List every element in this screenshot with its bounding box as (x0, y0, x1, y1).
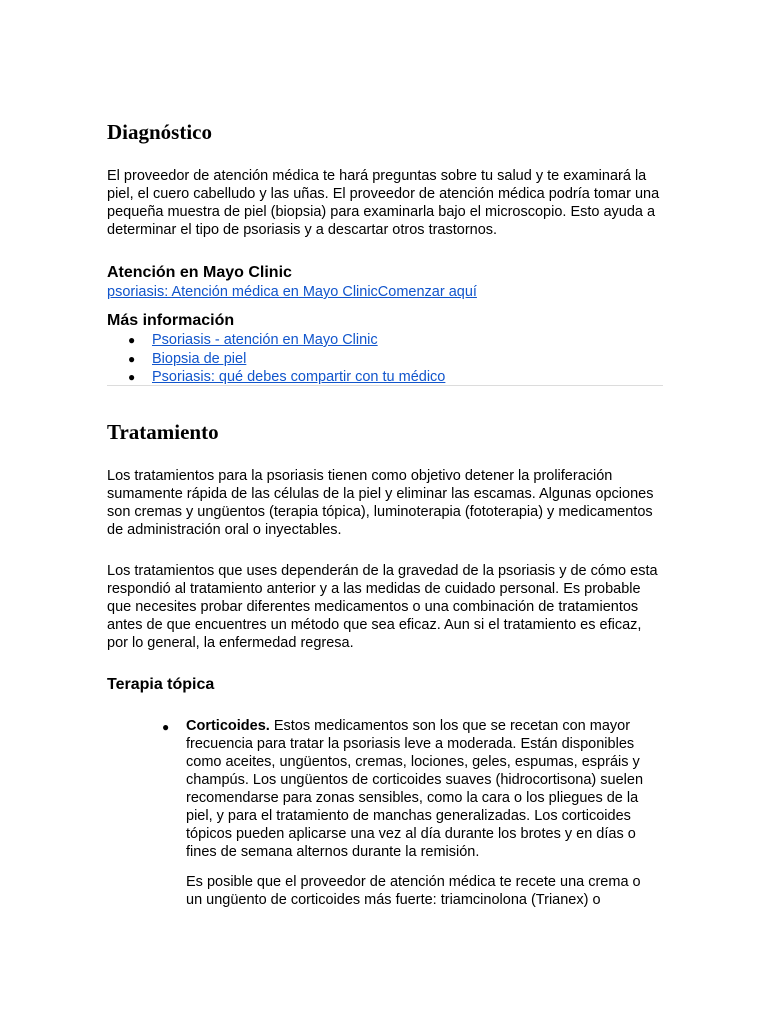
more-info-heading: Más información (107, 312, 235, 329)
diagnosis-paragraph: El proveedor de atención médica te hará preguntas sobre tu salud y te examinará la piel, el cuero cabelludo y las uñas. El proveedor de atención médica podría tomar una pequeña muestra de piel (biopsia) para examinarla bajo el microscopio. Esto ayuda a determinar el tipo de psoriasis y a descartar otros trastornos. (107, 168, 660, 238)
mayo-care-link[interactable]: psoriasis: Atención médica en Mayo ClinicComenzar aquí (107, 284, 477, 300)
topical-item-title: Corticoides. (186, 718, 270, 734)
topical-therapy-heading: Terapia tópica (107, 676, 215, 693)
list-item (107, 350, 445, 369)
topical-item-corticoids (186, 717, 662, 861)
topical-item-text: Estos medicamentos son los que se recetan con mayor frecuencia para tratar la psoriasis leve a moderada. Están disponibles como aceites, ungüentos, cremas, lociones, geles, espumas, espráis y champús. Los ungüentos de corticoides suaves (hidrocortisona) suelen recomendarse para zonas sensibles, como la cara o los pliegues de la piel, y para el tratamiento de manchas generalizadas. Los corticoides tópicos pueden aplicarse una vez al día durante los brotes y en días o fines de semana alternos durante la remisión. (186, 718, 644, 860)
more-info-list (107, 331, 445, 387)
treatment-paragraph-1: Los tratamientos para la psoriasis tienen como objetivo detener la proliferación sumamente rápida de las células de la piel y eliminar las escamas. Algunas opciones son cremas y ungüentos (terapia tópica), luminoterapia (fototerapia) y medicamentos de administración oral o inyectables. (107, 468, 654, 538)
treatment-title: Tratamiento (107, 420, 219, 444)
bullet-icon: ● (128, 351, 136, 366)
bullet-icon: ● (128, 333, 136, 347)
more-info-link-skin-biopsy[interactable]: Biopsia de piel (152, 350, 247, 367)
topical-followup-paragraph: Es posible que el proveedor de atención médica te recete una crema o un ungüento de corticoides más fuerte: triamcinolona (Trianex) o (186, 874, 641, 908)
bullet-icon: ● (128, 370, 136, 384)
mayo-care-heading: Atención en Mayo Clinic (107, 264, 292, 281)
list-item (107, 368, 445, 387)
bullet-icon: ● (162, 720, 170, 734)
more-info-link-psoriasis-care[interactable]: Psoriasis - atención en Mayo Clinic (152, 332, 378, 348)
more-info-link-share-with-doctor[interactable]: Psoriasis: qué debes compartir con tu médico (152, 369, 446, 385)
section-divider (107, 385, 663, 386)
diagnosis-title: Diagnóstico (107, 120, 212, 144)
list-item (107, 331, 445, 350)
treatment-paragraph-2: Los tratamientos que uses dependerán de la gravedad de la psoriasis y de cómo esta respondió al tratamiento anterior y a las medidas de cuidado personal. Es probable que necesites probar diferentes medicamentos o una combinación de tratamientos antes de que encuentres un método que sea eficaz. Aun si el tratamiento es eficaz, por lo general, la enfermedad regresa. (107, 563, 658, 651)
